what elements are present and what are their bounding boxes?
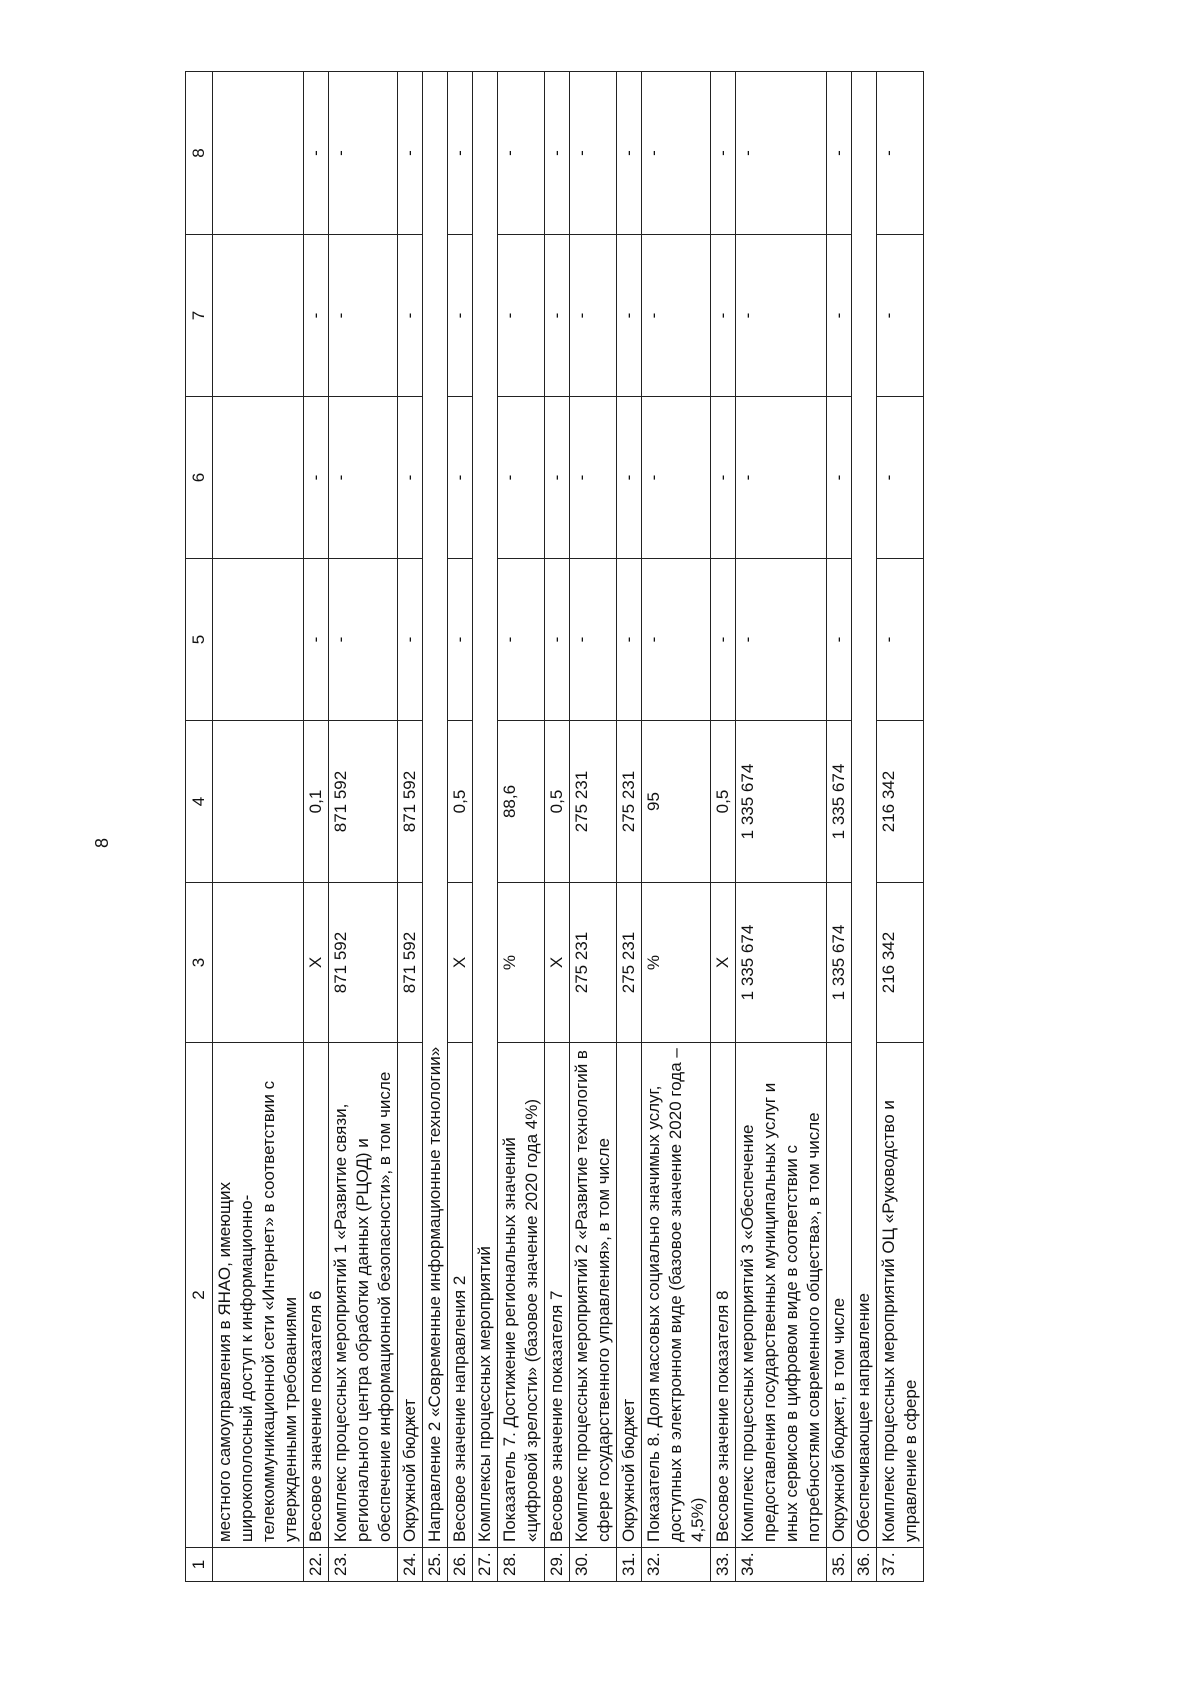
cell-col-5: - (570, 559, 617, 721)
cell-col-3: 871 592 (398, 883, 423, 1043)
cell-col-6 (213, 397, 304, 559)
row-number: 29. (545, 1548, 570, 1582)
cell-col-4: 95 (642, 721, 711, 883)
row-number: 26. (448, 1548, 473, 1582)
cell-col-4: 88,6 (498, 721, 545, 883)
cell-col-4: 871 592 (329, 721, 398, 883)
cell-col-7: - (711, 235, 736, 397)
table-row (877, 72, 924, 1582)
cell-col-5: - (329, 559, 398, 721)
row-description: Показатель 7. Достижение региональных значений «цифровой зрелости» (базовое значение 2020 года 4%) (498, 1043, 545, 1548)
cell-col-4 (213, 721, 304, 883)
table-row (473, 72, 498, 1582)
row-description: Весовое значение направления 2 (448, 1043, 473, 1548)
cell-col-8: - (877, 72, 924, 235)
cell-col-8: - (545, 72, 570, 235)
header-col-7: 7 (186, 235, 213, 397)
cell-col-5: - (398, 559, 423, 721)
table-body (213, 72, 924, 1582)
row-number: 28. (498, 1548, 545, 1582)
table-row (711, 72, 736, 1582)
row-number: 23. (329, 1548, 398, 1582)
header-col-5: 5 (186, 559, 213, 721)
cell-col-3: X (448, 883, 473, 1043)
cell-col-7: - (329, 235, 398, 397)
cell-col-7: - (498, 235, 545, 397)
row-description: Комплексы процессных мероприятий (473, 72, 498, 1548)
table-row (736, 72, 827, 1582)
cell-col-5: - (642, 559, 711, 721)
cell-col-6: - (642, 397, 711, 559)
cell-col-7: - (617, 235, 642, 397)
cell-col-8 (213, 72, 304, 235)
row-number (213, 1548, 304, 1582)
header-col-2: 2 (186, 1043, 213, 1548)
table-row (423, 72, 448, 1582)
row-description: Показатель 8. Доля массовых социально значимых услуг, доступных в электронном виде (базовое значение 2020 года – 4,5%) (642, 1043, 711, 1548)
row-number: 22. (304, 1548, 329, 1582)
row-number: 32. (642, 1548, 711, 1582)
cell-col-6: - (448, 397, 473, 559)
cell-col-7: - (545, 235, 570, 397)
row-description: Окружной бюджет (617, 1043, 642, 1548)
header-row (186, 72, 213, 1582)
cell-col-7: - (304, 235, 329, 397)
table-row (498, 72, 545, 1582)
cell-col-5: - (545, 559, 570, 721)
row-number: 35. (827, 1548, 852, 1582)
row-description: Весовое значение показателя 7 (545, 1043, 570, 1548)
table-row (213, 72, 304, 1582)
header-col-8: 8 (186, 72, 213, 235)
page-number: 8 (92, 837, 112, 848)
table-row (827, 72, 852, 1582)
row-number: 33. (711, 1548, 736, 1582)
cell-col-4: 0,5 (545, 721, 570, 883)
cell-col-3: X (711, 883, 736, 1043)
cell-col-5: - (617, 559, 642, 721)
table-row (852, 72, 877, 1582)
cell-col-6: - (711, 397, 736, 559)
cell-col-5: - (498, 559, 545, 721)
cell-col-3: X (545, 883, 570, 1043)
cell-col-8: - (304, 72, 329, 235)
cell-col-7: - (736, 235, 827, 397)
row-description: Комплекс процессных мероприятий 3 «Обеспечение предоставления государственных муниципальных услуг и иных сервисов в цифровом виде в соответствии с потребностями современного общества», в том числе (736, 1043, 827, 1548)
row-description: местного самоуправления в ЯНАО, имеющих широкополосный доступ к информационно-телекоммуникационной сети «Интернет» в соответствии с утвержденными требованиями (213, 1043, 304, 1548)
cell-col-3: % (642, 883, 711, 1043)
cell-col-4: 0,5 (711, 721, 736, 883)
cell-col-5: - (304, 559, 329, 721)
cell-col-7 (213, 235, 304, 397)
cell-col-4: 0,1 (304, 721, 329, 883)
row-description: Обеспечивающее направление (852, 72, 877, 1548)
cell-col-6: - (329, 397, 398, 559)
cell-col-8: - (642, 72, 711, 235)
cell-col-7: - (877, 235, 924, 397)
cell-col-6: - (545, 397, 570, 559)
row-number: 36. (852, 1548, 877, 1582)
table-row (304, 72, 329, 1582)
row-description: Направление 2 «Современные информационные технологии» (423, 72, 448, 1548)
cell-col-4: 275 231 (570, 721, 617, 883)
cell-col-4: 1 335 674 (736, 721, 827, 883)
table-row (398, 72, 423, 1582)
cell-col-8: - (736, 72, 827, 235)
cell-col-6: - (304, 397, 329, 559)
cell-col-8: - (329, 72, 398, 235)
row-number: 30. (570, 1548, 617, 1582)
cell-col-3: 1 335 674 (827, 883, 852, 1043)
cell-col-3: 1 335 674 (736, 883, 827, 1043)
cell-col-6: - (877, 397, 924, 559)
cell-col-8: - (711, 72, 736, 235)
header-col-6: 6 (186, 397, 213, 559)
cell-col-6: - (398, 397, 423, 559)
table-row (448, 72, 473, 1582)
header-col-1: 1 (186, 1548, 213, 1582)
budget-table (185, 71, 924, 1582)
table-row (617, 72, 642, 1582)
row-description: Весовое значение показателя 8 (711, 1043, 736, 1548)
table-row (545, 72, 570, 1582)
row-description: Комплекс процессных мероприятий 1 «Развитие связи, регионального центра обработки данных (РЦОД) и обеспечение информационной безопасности», в том числе (329, 1043, 398, 1548)
cell-col-3 (213, 883, 304, 1043)
row-description: Комплекс процессных мероприятий ОЦ «Руководство и управление в сфере (877, 1043, 924, 1548)
cell-col-4: 216 342 (877, 721, 924, 883)
cell-col-5: - (877, 559, 924, 721)
cell-col-7: - (642, 235, 711, 397)
cell-col-6: - (570, 397, 617, 559)
cell-col-7: - (570, 235, 617, 397)
cell-col-7: - (448, 235, 473, 397)
row-number: 25. (423, 1548, 448, 1582)
row-description: Комплекс процессных мероприятий 2 «Развитие технологий в сфере государственного управления», в том числе (570, 1043, 617, 1548)
cell-col-5: - (736, 559, 827, 721)
row-description: Окружной бюджет, в том числе (827, 1043, 852, 1548)
cell-col-5 (213, 559, 304, 721)
header-col-3: 3 (186, 883, 213, 1043)
row-number: 27. (473, 1548, 498, 1582)
cell-col-3: 871 592 (329, 883, 398, 1043)
row-description: Окружной бюджет (398, 1043, 423, 1548)
cell-col-4: 275 231 (617, 721, 642, 883)
row-number: 31. (617, 1548, 642, 1582)
cell-col-7: - (398, 235, 423, 397)
row-number: 24. (398, 1548, 423, 1582)
cell-col-3: 216 342 (877, 883, 924, 1043)
cell-col-6: - (736, 397, 827, 559)
row-description: Весовое значение показателя 6 (304, 1043, 329, 1548)
table-row (329, 72, 398, 1582)
cell-col-7: - (827, 235, 852, 397)
cell-col-6: - (617, 397, 642, 559)
cell-col-8: - (617, 72, 642, 235)
cell-col-3: 275 231 (570, 883, 617, 1043)
row-number: 34. (736, 1548, 827, 1582)
cell-col-8: - (448, 72, 473, 235)
cell-col-8: - (827, 72, 852, 235)
cell-col-5: - (827, 559, 852, 721)
cell-col-5: - (448, 559, 473, 721)
row-number: 37. (877, 1548, 924, 1582)
header-col-4: 4 (186, 721, 213, 883)
table-row (642, 72, 711, 1582)
cell-col-3: % (498, 883, 545, 1043)
cell-col-3: X (304, 883, 329, 1043)
cell-col-4: 871 592 (398, 721, 423, 883)
cell-col-6: - (827, 397, 852, 559)
cell-col-8: - (498, 72, 545, 235)
table-row (570, 72, 617, 1582)
cell-col-5: - (711, 559, 736, 721)
cell-col-6: - (498, 397, 545, 559)
rotated-table-wrapper (185, 148, 1115, 1582)
cell-col-8: - (570, 72, 617, 235)
cell-col-4: 0,5 (448, 721, 473, 883)
cell-col-4: 1 335 674 (827, 721, 852, 883)
cell-col-3: 275 231 (617, 883, 642, 1043)
cell-col-8: - (398, 72, 423, 235)
